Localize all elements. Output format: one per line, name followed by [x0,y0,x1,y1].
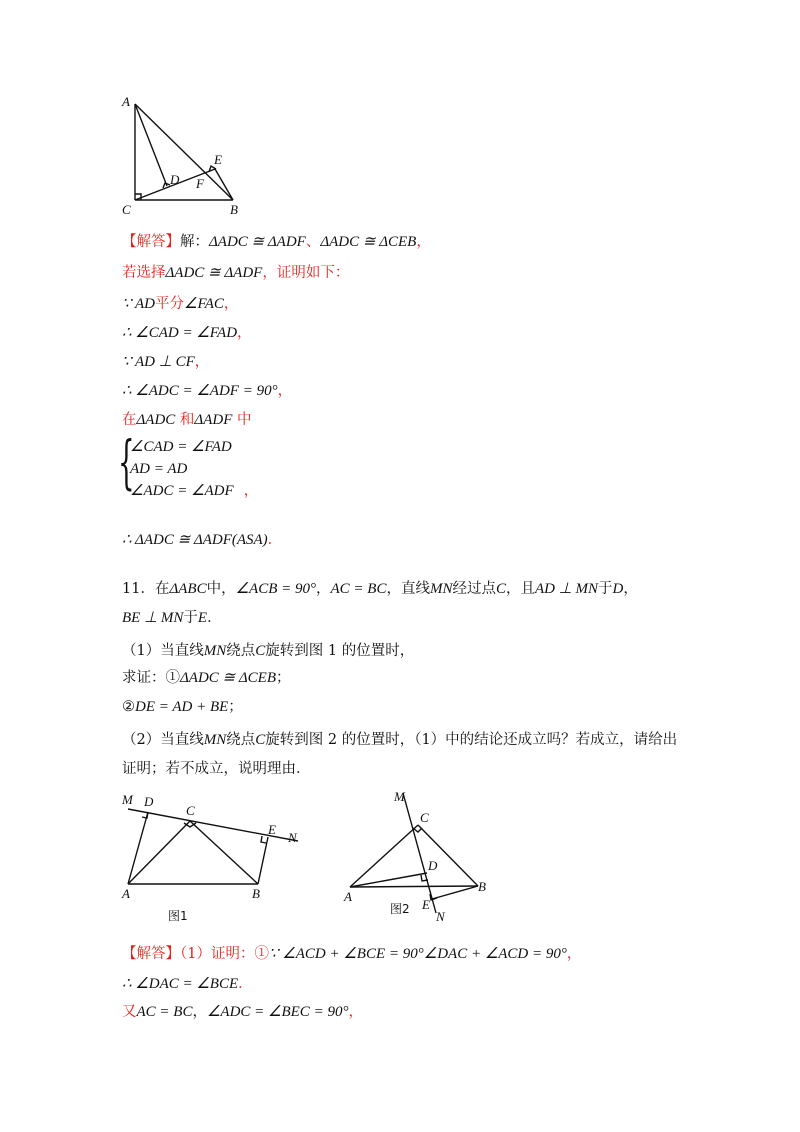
fig1-label-m: M [122,792,133,807]
text: 平分 [155,296,185,312]
punct: ， [243,483,259,499]
math: ∵ AD ⊥ CF [122,354,195,370]
math: ΔADF [194,412,233,428]
punct: ， [237,325,252,341]
point-label-c: C [122,202,131,217]
figure-2 [340,785,500,930]
answer-tag: 【解答】 [122,234,180,250]
answer-tag: 【解答】 [122,946,180,962]
question-11-prove-2 [122,697,243,717]
math: DE = AD + BE [135,699,229,715]
fig2-label-e: E [422,897,430,912]
text: 绕点 [226,643,256,659]
math: ∠ADC = ∠BEC = 90° [206,1004,349,1020]
math: ∠CAD = ∠FAD [130,439,232,455]
math: AC = BC [330,581,387,597]
fig1-caption: 图1 [168,909,188,923]
punct: ． [238,976,253,992]
text: （2）当直线 [122,732,204,748]
text: 中， [206,581,236,597]
text: ， [316,581,331,597]
choose-post: ，证明如下： [262,265,350,281]
punct: ， [348,1004,363,1020]
answer-intro: 解： [180,234,209,250]
math: ΔADC [136,412,176,428]
choose-text: 若选择 [122,265,166,281]
math: ΔADC ≅ ΔCEB [180,670,277,686]
text: 于 [183,610,198,626]
punct: ． [267,532,283,548]
text: 在 [154,581,170,597]
math: BE ⊥ MN [122,610,184,626]
text: 于 [598,581,613,597]
fig2-label-d: D [428,858,438,873]
congruence-2: ΔADC ≅ ΔCEB [320,234,417,250]
math: ∵ AD [122,296,156,312]
math: AD = AD [130,461,188,477]
math: ∠ACB = 90° [235,581,316,597]
text: ，且 [505,581,535,597]
question-11-part-1 [122,641,414,661]
math: ∴ ∠ADC = ∠ADF = 90° [122,383,278,399]
point-label-d: D [170,172,180,187]
solution-10-line-1 [122,294,238,314]
text: 中 [237,412,252,428]
text: 旋转到图 1 的位置时， [265,643,415,659]
figure-1 [118,790,308,930]
fig1-label-e: E [268,822,276,837]
choose-math: ΔADC ≅ ΔADF [165,265,263,281]
solution-10-choose-line [122,263,349,283]
text: ② [122,699,135,715]
fig2-label-n: N [436,909,445,924]
punct: ， [192,1004,207,1020]
text: 求证：① [122,670,180,686]
system-row-1 [130,437,232,457]
fig1-label-c: C [186,803,195,818]
math: MN [203,643,227,659]
question-number: 11． [122,581,155,597]
text: 和 [179,412,195,428]
text: ． [207,610,222,626]
system-row-3 [130,481,258,501]
point-label-a: A [122,94,130,109]
text: ， [623,581,638,597]
math: C [255,643,266,659]
solution-11-line-3 [122,1002,363,1022]
math: MN [203,732,227,748]
punct: ， [194,354,210,370]
math: AC = BC [136,1004,193,1020]
fig2-caption: 图2 [390,902,410,916]
separator: 、 [305,234,321,250]
text: 旋转到图 2 的位置时，（1）中的结论还成立吗？若成立，请给出 [265,732,678,748]
punct: ， [566,946,582,962]
figure-triangle-adcfe [118,92,258,222]
solution-11-line-1 [122,944,581,964]
math: ∠FAC [184,296,224,312]
math: ∴ ∠CAD = ∠FAD [122,325,238,341]
math: ∴ ΔADC ≅ ΔADF(ASA) [122,532,268,548]
math: MN [429,581,453,597]
text: 经过点 [452,581,496,597]
fig1-label-a: A [122,886,130,901]
math: ∠ADC = ∠ADF [130,483,234,499]
system-brace: { [118,428,135,496]
math: E [197,610,208,626]
math: C [255,732,266,748]
question-11-part-2 [122,730,677,750]
congruence-1: ΔADC ≅ ΔADF [209,234,306,250]
solution-11-line-2 [122,974,253,994]
math: ∴ ∠DAC = ∠BCE [122,976,239,992]
point-label-f: F [196,176,204,191]
fig1-label-b: B [252,886,260,901]
punct: ， [223,296,239,312]
text: 又 [122,1004,137,1020]
text: （1）当直线 [122,643,204,659]
question-11-prove-1 [122,668,291,688]
solution-10-line-4 [122,381,292,401]
point-label-e: E [214,152,222,167]
punct: ， [416,234,431,250]
math: ∵ ∠ACD + ∠BCE = 90°∠DAC + ∠ACD = 90° [268,946,567,962]
text: 证明；若不成立，说明理由． [122,761,311,777]
text: （1）证明：① [180,946,269,962]
fig1-label-n: N [288,830,297,845]
math: AD ⊥ MN [534,581,599,597]
solution-10-conclusion [122,530,282,550]
fig1-label-d: D [144,794,154,809]
system-row-2 [130,459,187,479]
question-11-part-2-cont [122,759,311,779]
math: C [495,581,506,597]
solution-10-in-line [122,410,252,430]
punct: ， [277,383,293,399]
text: ； [276,670,291,686]
point-label-b: B [230,202,238,217]
solution-10-line-2 [122,323,252,343]
question-11-line-1 [122,579,638,599]
fig2-label-a: A [344,889,352,904]
fig2-label-m: M [394,789,405,804]
math: D [612,581,624,597]
fig2-label-b: B [478,879,486,894]
text: 在 [122,412,137,428]
fig2-label-c: C [420,810,429,825]
text: ，直线 [386,581,430,597]
solution-10-line-3 [122,352,209,372]
solution-10-answer-line [122,232,431,252]
text: ； [228,699,243,715]
question-11-line-2 [122,608,222,628]
math: ΔABC [169,581,207,597]
text: 绕点 [226,732,256,748]
